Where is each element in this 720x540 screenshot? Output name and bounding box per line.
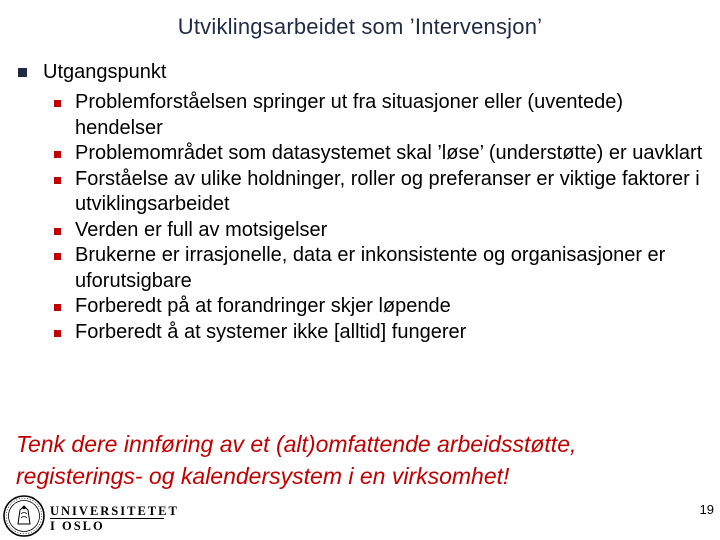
page-number: 19 [699, 502, 714, 517]
sub-point-text: Verden er full av motsigelser [75, 218, 328, 241]
sub-point-text: Forberedt på at forandringer skjer løpende [75, 295, 451, 317]
square-bullet-icon [54, 100, 61, 107]
sub-point [53, 243, 703, 294]
sub-point [53, 90, 703, 141]
main-bullet-icon [18, 68, 27, 77]
square-bullet-icon [54, 304, 61, 311]
sub-point [53, 218, 703, 244]
sub-point-text: Problemområdet som datasystemet skal ’løse’ (understøtte) er uavklart [75, 142, 703, 164]
university-logo [2, 494, 179, 538]
main-point: Utgangspunkt [43, 61, 167, 83]
square-bullet-icon [54, 253, 61, 260]
square-bullet-icon [54, 330, 61, 337]
sub-point [53, 167, 703, 218]
logo-line2: I OSLO [50, 519, 105, 533]
emphasis-text: Tenk dere innføring av et (alt)omfattende arbeidsstøtte, registerings- og kalendersystem i en virksomhet! [16, 431, 577, 489]
sub-point [53, 320, 703, 346]
sub-point [53, 141, 703, 167]
slide-title: Utviklingsarbeidet som ’Intervensjon’ [177, 14, 543, 39]
logo-line1: UNIVERSITETET [50, 504, 179, 518]
sub-point-text: Brukerne er irrasjonelle, data er inkonsistente og organisasjoner er uforutsigbare [75, 244, 666, 292]
university-seal-icon [2, 494, 46, 538]
sub-point-list [53, 90, 703, 345]
square-bullet-icon [54, 151, 61, 158]
sub-point-text: Forståelse av ulike holdninger, roller og preferanser er viktige faktorer i utviklingsarbeidet [75, 167, 700, 215]
square-bullet-icon [54, 177, 61, 184]
sub-point [53, 294, 703, 320]
square-bullet-icon [54, 228, 61, 235]
sub-point-text: Problemforståelsen springer ut fra situasjoner eller (uventede) hendelser [75, 91, 624, 139]
sub-point-text: Forberedt å at systemer ikke [alltid] fungerer [75, 320, 467, 343]
